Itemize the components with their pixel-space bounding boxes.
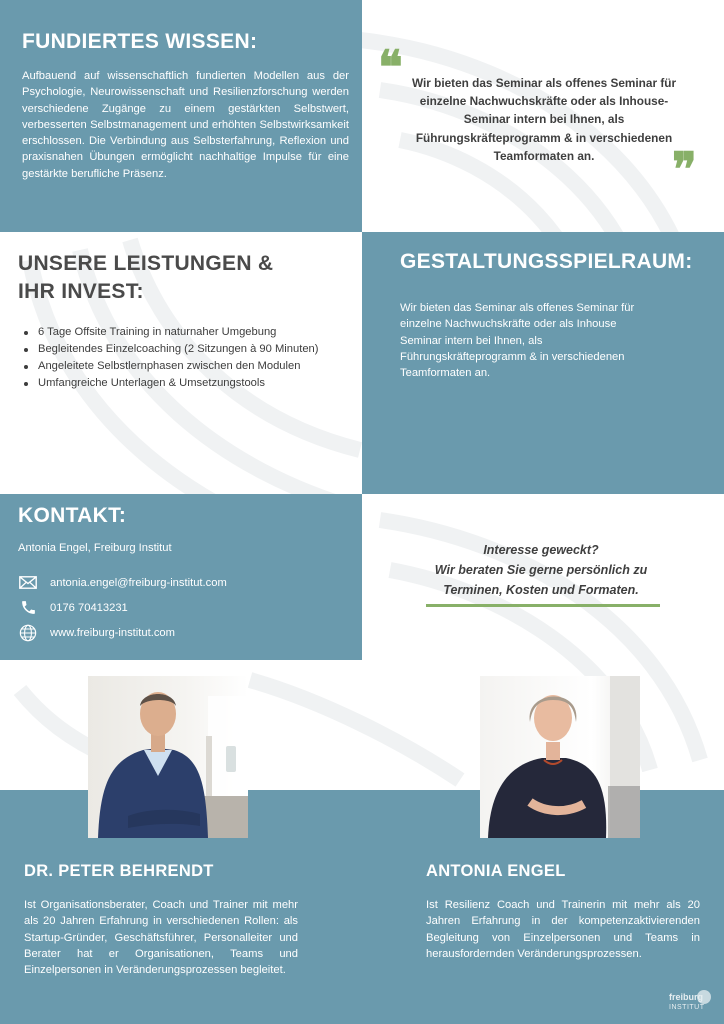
person-peter-behrendt <box>24 862 298 978</box>
quote-close-icon: ❞ <box>672 142 697 196</box>
seminar-quote-text: Wir bieten das Seminar als offenes Seminar für einzelne Nachwuchskräfte oder als Inhouse-Seminar intern bei Ihnen, als Führungskräfteprogramm & in verschiedenen Teamformaten an. <box>411 76 677 163</box>
fundiertes-wissen-text: Aufbauend auf wissenschaftlich fundierten Modellen aus der Psychologie, Neurowissenschaft und Resilienzforschung werden verschiedene Zugänge zu einem gestärkten Selbstwert, verbesserten Selbstmanagement und erhöhten Selbstwirksamkeit erschlossen. Die Verbindung aus Selbsterfahrung, Reflexion und praxisnahen Übungen ermöglicht nachhaltige Impulse für eine gestärkte berufliche Präsenz. <box>22 70 349 180</box>
leistungen-section <box>0 232 362 494</box>
leistungen-title-line1: UNSERE LEISTUNGEN & <box>18 252 274 275</box>
person-name: ANTONIA ENGEL <box>426 862 566 880</box>
interesse-line1: Interesse geweckt? <box>483 543 599 557</box>
kontakt-email-row[interactable] <box>18 570 346 595</box>
logo-line1: freiburg <box>669 992 704 1002</box>
logo-line2: INSTITUT <box>669 1004 705 1011</box>
interesse-callout <box>362 494 724 660</box>
list-item: Begleitendes Einzelcoaching (2 Sitzungen à 90 Minuten) <box>24 341 346 358</box>
person-bio: Ist Resilienz Coach und Trainerin mit mehr als 20 Jahren Erfahrung in der kompetenzaktivierenden Begleitung von Einzelpersonen und Teams in herausfordernden Veränderungsprozessen. <box>426 899 700 960</box>
kontakt-name: Antonia Engel, Freiburg Institut <box>18 542 172 554</box>
kontakt-web-link[interactable]: www.freiburg-institut.com <box>50 626 175 639</box>
person-name: DR. PETER BEHRENDT <box>24 862 214 880</box>
gestaltungsspielraum-text: Wir bieten das Seminar als offenes Seminar für einzelne Nachwuchskräfte oder als Inhouse Seminar intern bei Ihnen, als Führungskräfteprogramm & in verschiedenen Teamformaten an. <box>400 302 635 380</box>
interesse-line3: Terminen, Kosten und Formaten. <box>443 583 639 597</box>
interesse-line2: Wir beraten Sie gerne persönlich zu <box>434 563 648 577</box>
mail-icon <box>18 574 38 592</box>
gestaltungsspielraum-title: GESTALTUNGSSPIELRAUM: <box>400 250 693 273</box>
list-item: Umfangreiche Unterlagen & Umsetzungstools <box>24 375 346 392</box>
gestaltungsspielraum-section <box>362 232 724 494</box>
leistungen-title <box>18 250 346 306</box>
person-bio: Ist Organisationsberater, Coach und Trainer mit mehr als 20 Jahren Erfahrung in verschiedenen Rollen: als Startup-Gründer, Geschäftsführer, Personalleiter und Berater hat er Organisationen, Teams und Einzelpersonen in Veränderungsprozessen begleitet. <box>24 899 298 977</box>
interesse-underline <box>426 604 660 607</box>
kontakt-title: KONTAKT: <box>18 504 127 527</box>
fundiertes-wissen-section <box>0 0 362 232</box>
kontakt-phone-row[interactable] <box>18 595 346 620</box>
list-item: 6 Tage Offsite Training in naturnaher Umgebung <box>24 324 346 341</box>
quote-open-icon: ❝ <box>378 40 403 94</box>
kontakt-phone-link[interactable]: 0176 70413231 <box>50 601 128 614</box>
leistungen-title-line2: IHR INVEST: <box>18 280 144 303</box>
interesse-text <box>410 540 672 600</box>
kontakt-section <box>0 494 362 660</box>
fundiertes-wissen-title: FUNDIERTES WISSEN: <box>22 30 258 53</box>
list-item: Angeleitete Selbstlernphasen zwischen den Modulen <box>24 358 346 375</box>
seminar-quote <box>362 0 724 232</box>
globe-icon <box>18 624 38 642</box>
kontakt-email-link[interactable]: antonia.engel@freiburg-institut.com <box>50 576 227 589</box>
photo-antonia-engel <box>480 676 640 838</box>
leistungen-list <box>18 324 346 392</box>
photo-peter-behrendt <box>88 676 248 838</box>
person-antonia-engel <box>426 862 700 962</box>
freiburg-institut-logo <box>665 990 717 1018</box>
kontakt-web-row[interactable] <box>18 620 346 645</box>
phone-icon <box>18 599 38 617</box>
